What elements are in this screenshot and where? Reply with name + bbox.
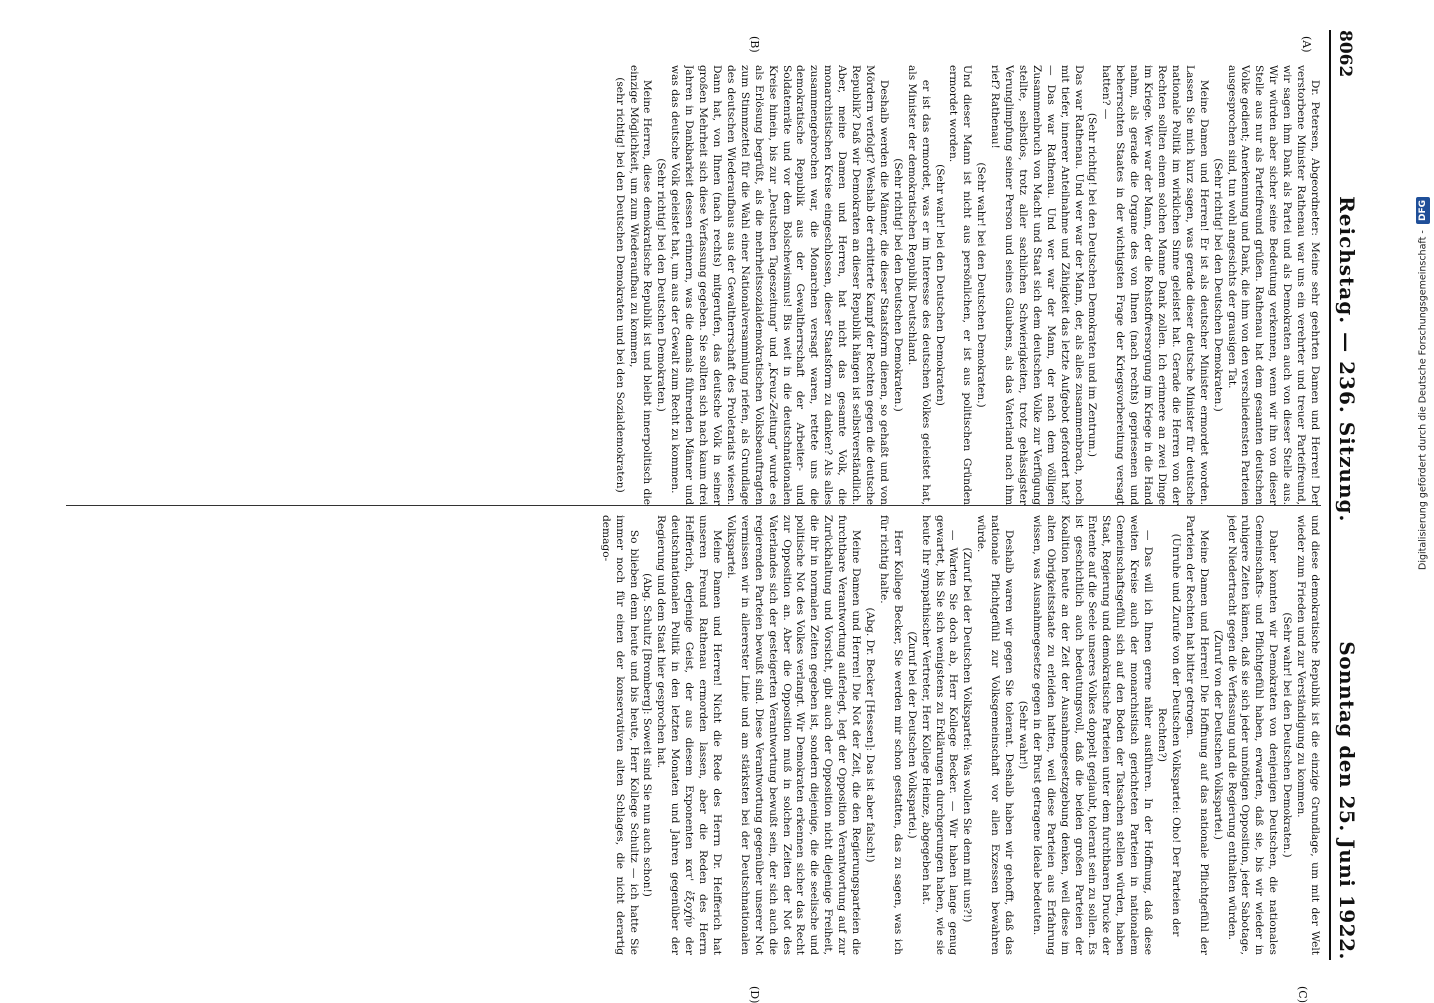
digitization-note: Digitalisierung gefördert durch die Deutsche Forschungsgemeinschaft -	[1417, 230, 1429, 570]
interjection: (Sehr wahr! bei den Deutschen Demokraten.)	[975, 162, 988, 408]
interjection: (Abg. Dr. Becker [Hessen]: Das ist aber falsch!)	[864, 607, 876, 863]
interjection: (Sehr richtig! bei den Deutschen Demokraten.)	[891, 158, 904, 412]
column-divider	[66, 505, 1321, 506]
paragraph: Das war Rathenau. Und wer war der Mann, der, als alles zusammenbrach, noch mit tiefer, innerer Anteilnahme und Zähigkeit das letzte Aufgebot gefordert hat? — Das war Rathenau. Und wer war der Mann, der nach dem völligen Zusammenbruch von Macht und Staat sich dem deutschen Volke zur Verfügung stellte, selbstlos, trotz aller sachlichen Schwierigkeiten, trotz gehässigster Verunglimpfung seiner Person und seines Glaubens, als das Vaterland nach ihm rief? Rathenau!	[989, 65, 1085, 505]
digitization-credit	[1416, 10, 1430, 570]
paragraph: — Warten Sie doch ab, Herr Kollege Becker. — Wir haben lange genug gewartet, bis Sie sich wenigstens zu Erklärungen durchgerungen haben, wie sie heute Ihr sympathischer Vertreter, Herr Kollege Heinze, abgegeben hat.	[919, 515, 960, 955]
interjection: (Unruhe und Zurufe von der Deutschen Volkspartei: Oho! Der Parteien der Rechten?)	[1156, 533, 1182, 937]
paragraph: Deshalb waren wir gegen Sie tolerant. Deshalb haben wir gehofft, daß das nationale Pflichtgefühl zur Volksgemeinschaft vor allen Exzessen bewahren würde.	[975, 515, 1016, 955]
page-header	[1335, 30, 1375, 960]
paragraph: Meine Damen und Herren! Nicht die Rede des Herrn Dr. Helfferich hat unseren Freund Rathenau ermorden lassen, aber die Reden des Herrn Helfferich, derjenige Geist, der aus diesem Exponenten κατ' ἐξοχήν der deutschnationalen Politik in den letzten Monaten und Jahren gegenüber der Regierung und dem Staat hier gesprochen hat.	[655, 515, 724, 955]
interjection: (Sehr richtig! bei den Deutschen Demokraten.)	[655, 158, 668, 412]
margin-marker-b: (B)	[748, 36, 761, 53]
paragraph: und diese demokratische Republik ist die einzige Grundlage, um mit der Welt wieder zum Frieden und zur Verständigung zu kommen.	[1295, 515, 1321, 955]
interjection: (Zuruf bei der Deutschen Volkspartei.)	[905, 631, 918, 839]
header-session: Reichstag. — 236. Sitzung.	[1335, 196, 1359, 523]
interjection: (Sehr wahr!)	[1016, 700, 1029, 770]
paragraph: Meine Damen und Herren! Er ist als deutscher Minister ermordet worden. Lassen Sie mich kurz sagen, was gerade dieser deutsche Minister für deutsche nationale Politik im wirklichen Sinne geleistet hat. Gerade die Herren von der Rechten sollten einem solchen Manne Dank zollen. Ich erinnere an zwei Dinge im Kriege. Wer war der Mann, der die Rohstoffversorgung im Kriege in die Hand nahm, als gerade die Organe des von Ihnen (nach rechts) gepriesenen und beherrschten Staates in der wichtigsten Frage der Kriegsvorbereitung versagt hatten? —	[1100, 65, 1210, 505]
paragraph: — Das will ich Ihnen gerne näher ausführen. In der Hoffnung, daß diese weiten Kreise auch der monarchistisch gerichteten Parteien in nationalem Gemeinschaftsgefühl sich auf den Boden der Tatsachen stellen würden, haben Staat, Regierung und demokratische Parteien unter dem furchtbaren Drucke der Entente auf die Seele unseres Volkes doppelt geglaubt, tolerant sein zu sollen. Es ist geschichtlich auch bedeutungsvoll, daß die beiden großen Parteien der Koalition heute an der Zeit der Ausnahmegesetzgebung denken, weil diese im alten Obrigkeitsstaate zu erleiden hatten, weil diese Parteien aus Erfahrung wissen, was Ausnahmegesetze gegen in der Brust getragene Ideale bedeuten.	[1030, 515, 1155, 955]
interjection: (Sehr wahr! bei den Deutschen Demokraten)	[933, 164, 946, 406]
interjection: (Sehr richtig! bei den Deutschen Demokraten.)	[1211, 158, 1224, 412]
left-column	[60, 65, 1321, 505]
paragraph: er ist das ermordet, was er im Interesse des deutschen Volkes geleistet hat, als Minister der demokratischen Republik Deutschland.	[905, 65, 932, 505]
margin-marker-c: (C)	[1296, 986, 1309, 1003]
dfg-logo: DFG	[1416, 197, 1430, 224]
interjection: (sehr richtig! bei den Deutschen Demokraten und bei den Sozialdemokraten)	[613, 77, 626, 493]
paragraph: Meine Herren, diese demokratische Republik ist und bleibt innerpolitisch die einzige Möglichkeit, um zum Wiederaufbau zu kommen,	[627, 65, 654, 505]
page-number: 8062	[1335, 30, 1355, 78]
paragraph: Dr. Petersen, Abgeordneter: Meine sehr geehrten Damen und Herren! Der verstorbene Minister Rathenau war uns ein verehrter und treuer Parteifreund, wir sagen ihm Dank als Partei und als Demokraten auch von dieser Stelle aus. Wir würden aber sicher seine Bedeutung verkennen, wenn wir ihn von dieser Stelle aus nur als Parteifreund grüßen. Rathenau hat dem gesamten deutschen Volke gedient; Anerkennung und Dank, die ihm von den verschiedensten Parteien ausgesprochen sind, tun wohl angesichts der grausigen Tat.	[1225, 65, 1321, 505]
paragraph: Meine Damen und Herren! Die Not der Zeit, die den Regierungsparteien die furchtbare Verantwortung auferlegt, legt der Opposition Verantwortung auf zur Zurückhaltung und Vorsicht, gibt auch der Opposition nicht diejenige Freiheit, die ihr in normalen Zeiten gegeben ist, sondern diejenige, die die seelische und politische Not des Volkes verlangt. Wir Demokraten erkennen sicher das Recht zur Opposition an. Aber die Opposition muß in solchen Zeiten der Not des Vaterlandes sich der gesteigerten Verantwortung bewußt sein, der sich auch die regierenden Parteien bewußt sind. Diese Verantwortung gegenüber unserer Not vermissen wir in allererster Linie und am stärksten bei der Deutschnationalen Volkspartei.	[724, 515, 863, 955]
interjection: (Zuruf von der Deutschen Volkspartei.)	[1211, 630, 1224, 840]
interjection: (Sehr richtig! bei den Deutschen Demokraten und im Zentrum.)	[1086, 112, 1099, 458]
margin-marker-d: (D)	[748, 986, 761, 1003]
interjection: (Sehr wahr! bei den Deutschen Demokraten.)	[1281, 612, 1294, 858]
right-column	[60, 515, 1321, 955]
paragraph: Deshalb werden die Männer, die dieser Staatsform dienen, so gehaßt und von Mördern verfolgt? Weshalb der erbitterte Kampf der Rechten gegen die deutsche Republik? Daß wir Demokraten an dieser Republik hängen ist selbstverständlich. Aber, meine Damen und Herren, hat nicht das gesamte Volk, die monarchistischen Kreise eingeschlossen, dieser Staatsform zu danken? Als alles zusammengebrochen war, die Monarchen versagt waren, rettete uns die demokratische Republik aus der Gewaltherrschaft der Arbeiter- und Soldatenräte und vor dem Bolschewismus! Bis weit in die deutschnationalen Kreise hinein, bis zur „Deutschen Tageszeitung“ und „Kreuz-Zeitung“ wurde es als Erlösung begrüßt, als die mehrheitssozialdemokratischen Volksbeauftragten zum Stimmzettel für die Wahl einer Nationalversammlung riefen, als Grundlage des deutschen Wiederaufbaus aus der Gewaltherrschaft des Proletariats wiesen. Dann hat, von Ihnen (nach rechts) mitgerufen, das deutsche Volk in seiner großen Mehrheit sich diese Verfassung gegeben. Sie sollten sich nach kaum drei Jahren in Dankbarkeit dessen erinnern, was die damals führenden Männer und was das deutsche Volk geleistet hat, um aus der Gewalt zum Recht zu kommen.	[669, 65, 890, 505]
paragraph: Meine Damen und Herren! Die Hoffnung auf das nationale Pflichtgefühl der Parteien der Rechten hat bitter getrogen.	[1183, 515, 1210, 955]
header-rule	[1329, 30, 1331, 960]
paragraph: Und dieser Mann ist nicht aus persönlichen, er ist aus politischen Gründen ermordet worden.	[947, 65, 974, 505]
paragraph: So blieben denn heute und bis heute, Herr Kollege Schultz — ich hatte Sie immer noch für einen der konservativen alten Schlages, die nicht derartig demago-	[599, 515, 640, 955]
paragraph: Herr Kollege Becker, Sie werden mir schon gestatten, das zu sagen, was ich für richtig halte.	[877, 515, 904, 955]
margin-marker-a: (A)	[1300, 36, 1313, 53]
paragraph: Daher konnten wir Demokraten von denjenigen Deutschen, die nationales Gemeinschafts- und Pflichtgefühl haben, erwarten, daß sie, bis wir wieder in ruhigere Zeiten kämen, daß sie sich jeder unnötigen Opposition, jeder Sabotage, jeder Niedertracht gegen die Verfassung und die Regierung enthalten würden.	[1225, 515, 1280, 955]
header-date: Sonntag den 25. Juni 1922.	[1335, 641, 1359, 960]
interjection: (Zuruf bei der Deutschen Volkspartei: Was wollen Sie denn mit uns?!)	[961, 547, 974, 923]
interjection: (Abg. Schultz [Bromberg]: Soweit sind Sie nun auch schon!)	[641, 573, 654, 897]
